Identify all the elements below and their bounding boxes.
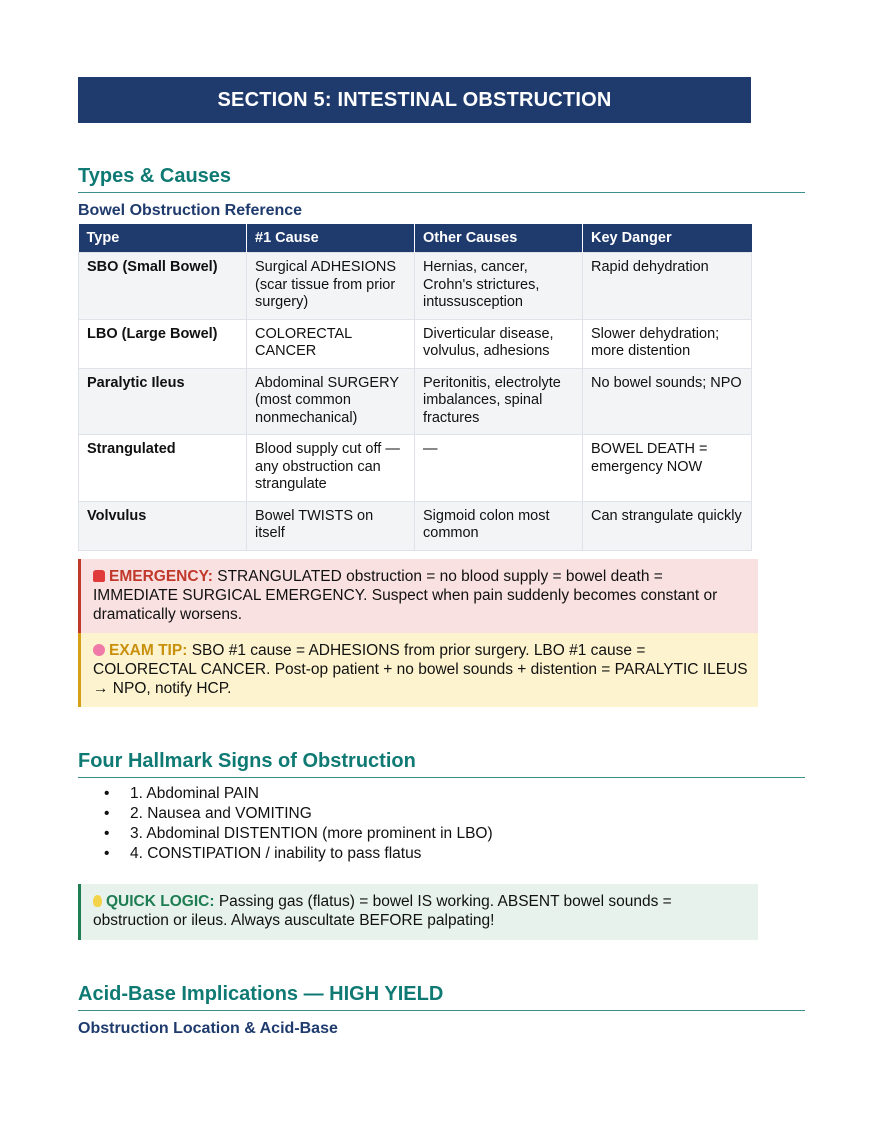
table-header-cell: #1 Cause <box>247 224 415 253</box>
exam-tip-label: EXAM TIP: <box>109 642 188 659</box>
table-row <box>79 253 752 320</box>
table-header-cell: Other Causes <box>415 224 583 253</box>
list-item: • 1. Abdominal PAIN <box>98 784 493 804</box>
quick-logic-text: Passing gas (flatus) = bowel IS working. ABSENT bowel sounds = obstruction or ileus. Always auscultate BEFORE palpating! <box>93 893 672 929</box>
table-cell-type: Strangulated <box>79 435 247 502</box>
exam-tip-callout <box>78 633 758 707</box>
lightbulb-icon <box>93 895 102 907</box>
table-cell-type: SBO (Small Bowel) <box>79 253 247 320</box>
table-cell: Blood supply cut off — any obstruction can strangulate <box>247 435 415 502</box>
table-cell: Abdominal SURGERY (most common nonmechanical) <box>247 368 415 435</box>
table-cell: BOWEL DEATH = emergency NOW <box>583 435 752 502</box>
signs-heading: Four Hallmark Signs of Obstruction <box>78 750 805 778</box>
acid-base-heading: Acid-Base Implications — HIGH YIELD <box>78 983 805 1011</box>
table-cell: Diverticular disease, volvulus, adhesions <box>415 319 583 368</box>
table-cell-type: LBO (Large Bowel) <box>79 319 247 368</box>
section-title: SECTION 5: INTESTINAL OBSTRUCTION <box>217 88 612 111</box>
table-row <box>79 501 752 550</box>
emergency-label: EMERGENCY: <box>109 568 213 585</box>
brain-icon <box>93 644 105 656</box>
siren-icon <box>93 570 105 582</box>
table-cell: Hernias, cancer, Crohn's strictures, intussusception <box>415 253 583 320</box>
table-header-row <box>79 224 752 253</box>
quick-logic-label: QUICK LOGIC: <box>106 893 215 910</box>
table-cell: Sigmoid colon most common <box>415 501 583 550</box>
quick-logic-callout <box>78 884 758 940</box>
table-cell: Surgical ADHESIONS (scar tissue from prior surgery) <box>247 253 415 320</box>
section-banner <box>78 77 751 123</box>
table-cell-type: Paralytic Ileus <box>79 368 247 435</box>
table-header-cell: Type <box>79 224 247 253</box>
table-cell: Peritonitis, electrolyte imbalances, spinal fractures <box>415 368 583 435</box>
table-cell: Bowel TWISTS on itself <box>247 501 415 550</box>
acid-base-subheading: Obstruction Location & Acid-Base <box>78 1020 338 1037</box>
list-item: • 3. Abdominal DISTENTION (more prominent in LBO) <box>98 824 493 844</box>
table-cell-type: Volvulus <box>79 501 247 550</box>
table-cell: — <box>415 435 583 502</box>
types-heading: Types & Causes <box>78 165 805 193</box>
table-cell: Rapid dehydration <box>583 253 752 320</box>
list-item: • 2. Nausea and VOMITING <box>98 804 493 824</box>
table-header-cell: Key Danger <box>583 224 752 253</box>
table-row <box>79 319 752 368</box>
table-cell: No bowel sounds; NPO <box>583 368 752 435</box>
emergency-text: STRANGULATED obstruction = no blood supply = bowel death = IMMEDIATE SURGICAL EMERGENCY. Suspect when pain suddenly becomes constant or dramatically worsens. <box>93 568 718 623</box>
table-cell: COLORECTAL CANCER <box>247 319 415 368</box>
table-row <box>79 435 752 502</box>
table-title: Bowel Obstruction Reference <box>78 202 303 219</box>
list-item: • 4. CONSTIPATION / inability to pass flatus <box>98 844 493 864</box>
table-row <box>79 368 752 435</box>
exam-tip-text: SBO #1 cause = ADHESIONS from prior surgery. LBO #1 cause = COLORECTAL CANCER. Post-op patient + no bowel sounds + distention = PARALYTIC ILEUS → NPO, notify HCP. <box>93 642 748 697</box>
bowel-obstruction-table <box>78 224 752 551</box>
table-cell: Can strangulate quickly <box>583 501 752 550</box>
table-cell: Slower dehydration; more distention <box>583 319 752 368</box>
emergency-callout <box>78 559 758 633</box>
hallmark-signs-list <box>98 784 493 864</box>
